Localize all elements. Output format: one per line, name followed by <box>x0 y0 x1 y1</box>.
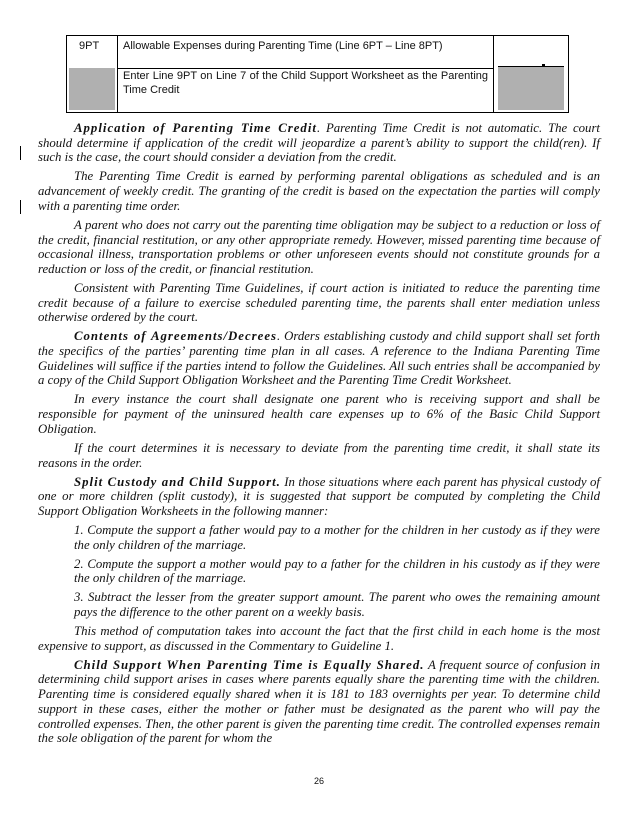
revision-bar <box>20 200 21 214</box>
numbered-step <box>74 590 600 619</box>
paragraph-text: . Parenting Time Credit is not automatic. The court should determine if application of the credit will jeopardize a parent’s ability to support the child(ren). If such is the case, the court should consider a deviation from the credit. <box>38 121 600 165</box>
revision-bar <box>20 146 21 160</box>
paragraph <box>38 281 600 325</box>
section-heading: Contents of Agreements/Decrees <box>74 329 277 344</box>
line-description: Allowable Expenses during Parenting Time (Line 6PT – Line 8PT) <box>123 40 443 52</box>
paragraph-text: Consistent with Parenting Time Guidelines, if court action is initiated to reduce the parenting time credit because of a failure to exercise scheduled parenting time, the parents shall enter mediation unless otherwise ordered by the court. <box>38 280 600 325</box>
numbered-step <box>74 557 600 586</box>
paragraph-text: A frequent source of confusion in determining child support arises in cases where parents equally share the parenting time with the children. Parenting time is considered equally shared when it is 181 to 183 overnights per year. To determine child support in these cases, either the mother or father must be designated as the parent who will pay the controlled expenses. Then, the other parent is given the parenting time credit. The controlled expenses remain the sole obligation of the parent for whom the <box>38 657 600 746</box>
paragraph-text: 2. Compute the support a mother would pay to a father for the children in his custody as if they were the only children of the marriage. <box>74 556 600 586</box>
paragraph <box>38 392 600 436</box>
line-instruction: Enter Line 9PT on Line 7 of the Child Support Worksheet as the Parenting Time Credit <box>118 68 493 112</box>
paragraph <box>38 441 600 470</box>
line-code-cell <box>67 36 118 112</box>
line-code: 9PT <box>79 40 100 52</box>
paragraph-text: The Parenting Time Credit is earned by performing parental obligations as scheduled and is an advancement of weekly credit. The granting of the credit is based on the expectation the parties will comply with a parenting time order. <box>38 169 600 213</box>
paragraph <box>38 121 600 165</box>
paragraph <box>38 329 600 388</box>
paragraph <box>38 475 600 519</box>
paragraph-text: In every instance the court shall designate one parent who is receiving support and shall be responsible for payment of the uninsured health care expenses up to 6% of the Basic Child Support Obligation. <box>38 392 600 436</box>
paragraph-text: 3. Subtract the lesser from the greater support amount. The parent who owes the remaining amount pays the difference to the other parent on a weekly basis. <box>74 590 600 620</box>
amount-box <box>498 66 564 110</box>
shaded-cell <box>69 68 115 110</box>
paragraph <box>38 624 600 653</box>
parenting-time-worksheet-table <box>66 35 569 113</box>
description-cell <box>118 36 494 112</box>
section-heading: Split Custody and Child Support. <box>74 474 281 489</box>
paragraph-text: If the court determines it is necessary to deviate from the parenting time credit, it shall state its reasons in the order. <box>38 440 600 470</box>
paragraph-text: A parent who does not carry out the parenting time obligation may be subject to a reduction or loss of the credit, financial restitution, or any other appropriate remedy. However, missed parenting time because of occasional illness, transportation problems or other unforeseen events should not constitute grounds for a reduction or loss of the credit, or financial restitution. <box>38 217 600 276</box>
guideline-commentary <box>38 121 600 750</box>
paragraph-text: This method of computation takes into account the fact that the first child in each home is the most expensive to support, as discussed in the Commentary to Guideline 1. <box>38 624 600 653</box>
numbered-step <box>74 523 600 552</box>
paragraph-text: In those situations where each parent has physical custody of one or more children (split custody), it is suggested that support be computed by completing the Child Support Obligation Worksheets in the following manner: <box>38 474 600 518</box>
amount-cell <box>494 36 568 112</box>
paragraph <box>38 658 600 746</box>
paragraph <box>38 218 600 277</box>
section-heading: Application of Parenting Time Credit <box>74 121 317 135</box>
paragraph-text: 1. Compute the support a father would pay to a mother for the children in her custody as if they were the only children of the marriage. <box>74 522 600 552</box>
page-number: 26 <box>313 776 324 786</box>
paragraph <box>38 169 600 213</box>
section-heading: Child Support When Parenting Time is Equally Shared. <box>74 657 425 672</box>
paragraph-text: . Orders establishing custody and child support shall set forth the specifics of the parties’ parenting time plan in all cases. A reference to the Indiana Parenting Time Guidelines will suffice if the parties intend to follow the Guidelines. All such entries shall be accompanied by a copy of the Child Support Obligation Worksheet and the Parenting Time Credit Worksheet. <box>38 329 600 388</box>
